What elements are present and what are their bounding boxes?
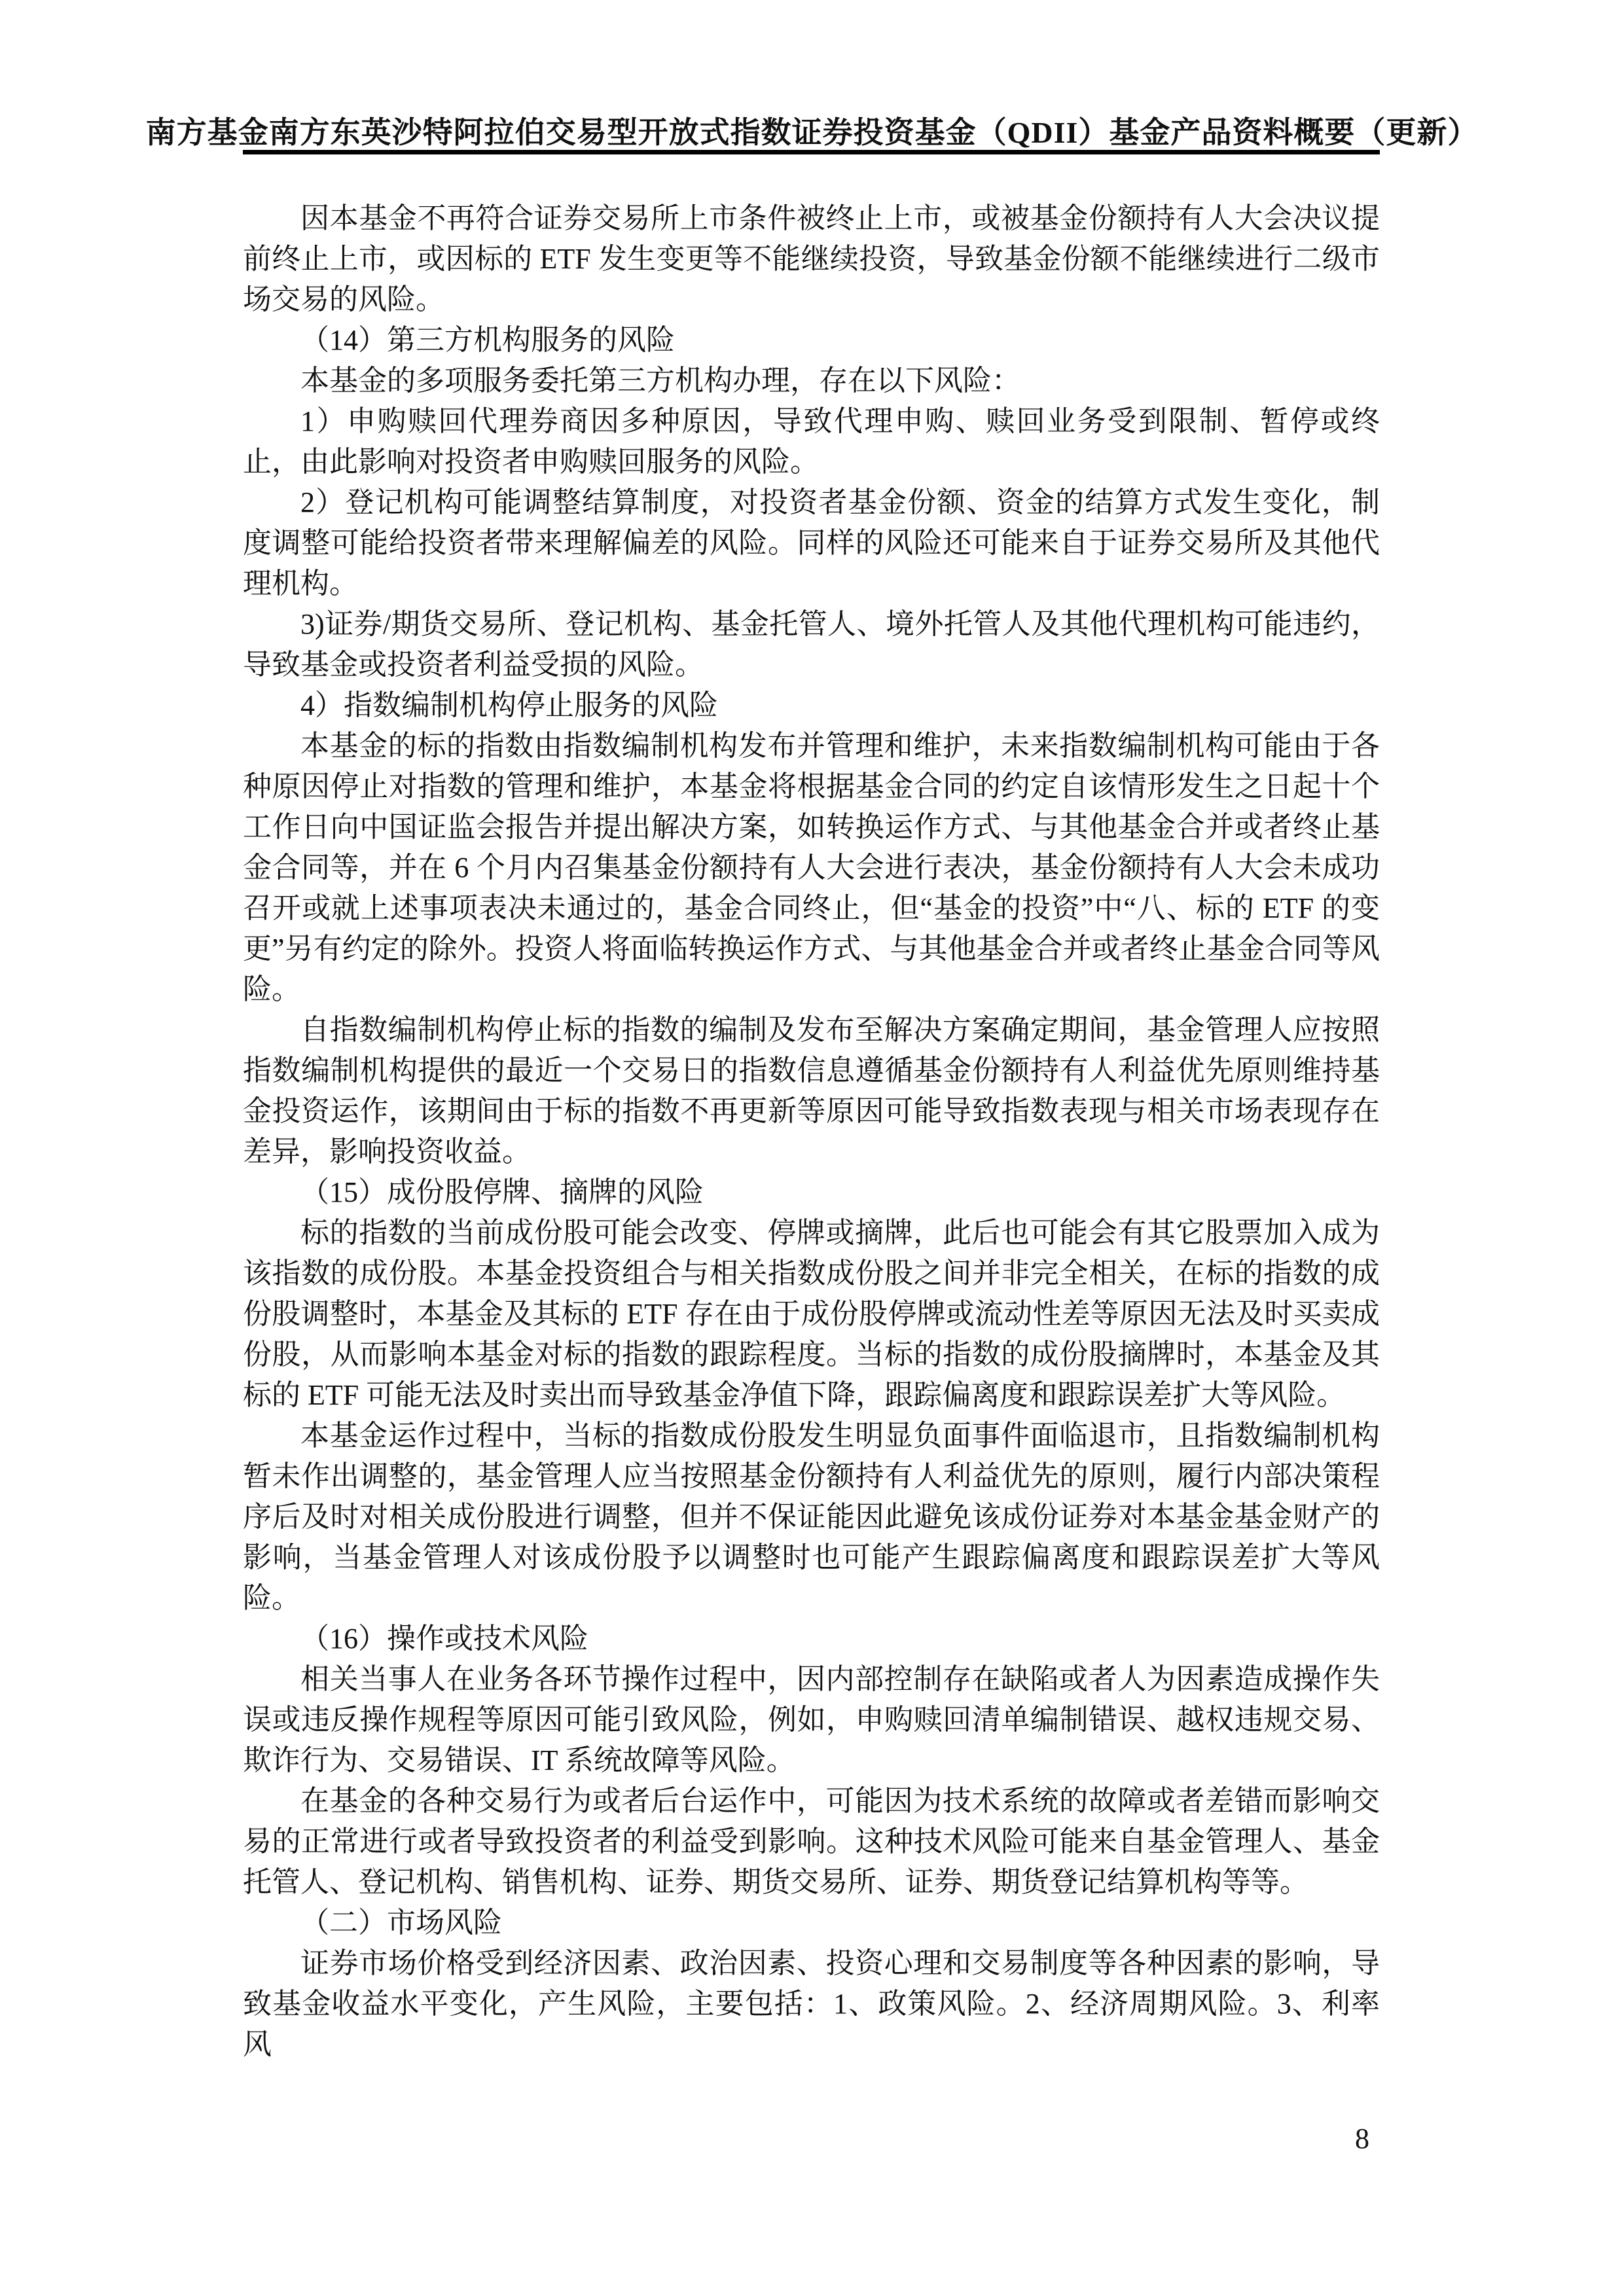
paragraph: 自指数编制机构停止标的指数的编制及发布至解决方案确定期间，基金管理人应按照指数编制机构提供的最近一个交易日的指数信息遵循基金份额持有人利益优先原则维持基金投资运作，该期间由于标的指数不再更新等原因可能导致指数表现与相关市场表现存在差异，影响投资收益。 [243, 1014, 1380, 1168]
section-heading: （15）成份股停牌、摘牌的风险 [300, 1176, 704, 1208]
page-number: 8 [1355, 2123, 1369, 2155]
section-heading: （16）操作或技术风险 [300, 1623, 588, 1655]
header-rule [243, 150, 1380, 154]
paragraph: 因本基金不再符合证券交易所上市条件被终止上市，或被基金份额持有人大会决议提前终止上市，或因标的 ETF 发生变更等不能继续投资，导致基金份额不能继续进行二级市场交易的风险。 [243, 202, 1380, 315]
paragraph: 3)证券/期货交易所、登记机构、基金托管人、境外托管人及其他代理机构可能违约，导致基金或投资者利益受损的风险。 [243, 608, 1380, 681]
document-body [243, 198, 1380, 2065]
document-header-title: 南方基金南方东英沙特阿拉伯交易型开放式指数证券投资基金（QDII）基金产品资料概要（更新） [145, 116, 1479, 149]
paragraph: 4）指数编制机构停止服务的风险 [300, 689, 718, 721]
paragraph: 在基金的各种交易行为或者后台运作中，可能因为技术系统的故障或者差错而影响交易的正常进行或者导致投资者的利益受到影响。这种技术风险可能来自基金管理人、基金托管人、登记机构、销售机构、证券、期货交易所、证券、期货登记结算机构等等。 [243, 1785, 1380, 1898]
paragraph: 标的指数的当前成份股可能会改变、停牌或摘牌，此后也可能会有其它股票加入成为该指数的成份股。本基金投资组合与相关指数成份股之间并非完全相关，在标的指数的成份股调整时，本基金及其标的 ETF 存在由于成份股停牌或流动性差等原因无法及时买卖成份股，从而影响本基金对标的指数的跟踪程度。当标的指数的成份股摘牌时，本基金及其标的 ETF 可能无法及时卖出而导致基金净值下降，跟踪偏离度和跟踪误差扩大等风险。 [243, 1217, 1380, 1411]
section-heading: （二）市场风险 [300, 1907, 502, 1939]
paragraph: 本基金运作过程中，当标的指数成份股发生明显负面事件面临退市，且指数编制机构暂未作出调整的，基金管理人应当按照基金份额持有人利益优先的原则，履行内部决策程序后及时对相关成份股进行调整，但并不保证能因此避免该成份证券对本基金基金财产的影响，当基金管理人对该成份股予以调整时也可能产生跟踪偏离度和跟踪误差扩大等风险。 [243, 1420, 1380, 1614]
paragraph: 本基金的多项服务委托第三方机构办理，存在以下风险： [300, 365, 1020, 397]
paragraph: 相关当事人在业务各环节操作过程中，因内部控制存在缺陷或者人为因素造成操作失误或违反操作规程等原因可能引致风险，例如，申购赎回清单编制错误、越权违规交易、欺诈行为、交易错误、IT 系统故障等风险。 [243, 1663, 1380, 1776]
paragraph: 证券市场价格受到经济因素、政治因素、投资心理和交易制度等各种因素的影响，导致基金收益水平变化，产生风险，主要包括：1、政策风险。2、经济周期风险。3、利率风 [243, 1947, 1380, 2060]
section-heading: （14）第三方机构服务的风险 [300, 324, 675, 356]
paragraph: 2）登记机构可能调整结算制度，对投资者基金份额、资金的结算方式发生变化，制度调整可能给投资者带来理解偏差的风险。同样的风险还可能来自于证券交易所及其他代理机构。 [243, 486, 1380, 600]
paragraph: 本基金的标的指数由指数编制机构发布并管理和维护，未来指数编制机构可能由于各种原因停止对指数的管理和维护，本基金将根据基金合同的约定自该情形发生之日起十个工作日向中国证监会报告并提出解决方案，如转换运作方式、与其他基金合并或者终止基金合同等，并在 6 个月内召集基金份额持有人大会进行表决，基金份额持有人大会未成功召开或就上述事项表决未通过的，基金合同终止，但“基金的投资”中“八、标的 ETF 的变更”另有约定的除外。投资人将面临转换运作方式、与其他基金合并或者终止基金合同等风险。 [243, 730, 1380, 1005]
paragraph: 1）申购赎回代理券商因多种原因，导致代理申购、赎回业务受到限制、暂停或终止，由此影响对投资者申购赎回服务的风险。 [243, 405, 1380, 478]
